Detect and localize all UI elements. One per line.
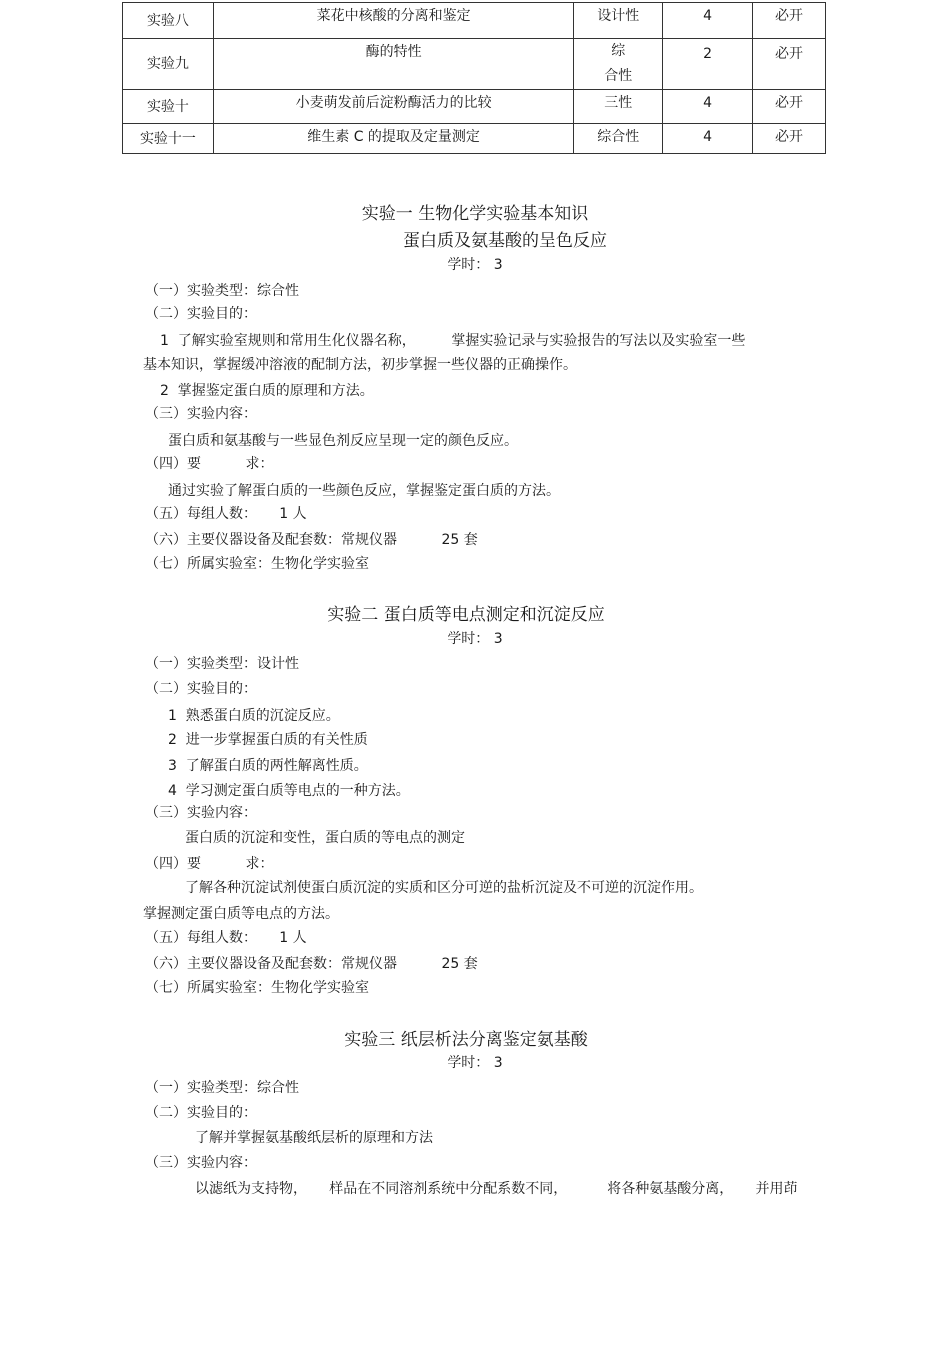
content-text: 以滤纸为支持物， 样品在不同溶剂系统中分配系数不同， 将各种氨基酸分离， 并用茚 — [195, 1181, 798, 1197]
requirement-text: 了解各种沉淀试剂使蛋白质沉淀的实质和区分可逆的盐析沉淀及不可逆的沉淀作用。 — [185, 880, 703, 896]
section-hours: 学时： 3 — [447, 257, 503, 273]
exp-type-line: （一）实验类型：设计性 — [145, 656, 299, 672]
purpose-text: 了解并掌握氨基酸纸层析的原理和方法 — [195, 1130, 433, 1146]
table-row — [123, 90, 826, 124]
experiment-table — [122, 2, 826, 154]
exp-name: 实验九 — [123, 39, 214, 90]
purpose-item: 2 掌握鉴定蛋白质的原理和方法。 — [160, 383, 374, 399]
exp-type: 三性 — [574, 90, 663, 124]
people-line: （五）每组人数： 1 人 — [145, 506, 307, 522]
exp-name: 实验十 — [123, 90, 214, 124]
exp-hours: 2 — [663, 39, 753, 90]
content-text: 蛋白质和氨基酸与一些显色剂反应呈现一定的颜色反应。 — [168, 433, 518, 449]
section-subtitle: 蛋白质及氨基酸的呈色反应 — [403, 231, 607, 251]
exp-type: 设计性 — [574, 3, 663, 39]
section-hours: 学时： 3 — [447, 1055, 503, 1071]
exp-req: 必开 — [753, 90, 826, 124]
requirement-heading: （四）要 求： — [145, 856, 274, 872]
table-row — [123, 124, 826, 154]
exp-req: 必开 — [753, 124, 826, 154]
exp-hours: 4 — [663, 90, 753, 124]
section-hours: 学时： 3 — [447, 631, 503, 647]
exp-type-line: （一）实验类型：综合性 — [145, 283, 299, 299]
section-title: 实验二 蛋白质等电点测定和沉淀反应 — [327, 605, 605, 625]
content-heading: （三）实验内容： — [145, 406, 257, 422]
exp-name: 实验十一 — [123, 124, 214, 154]
purpose-heading: （二）实验目的： — [145, 1105, 257, 1121]
exp-title: 维生素 C 的提取及定量测定 — [213, 124, 573, 154]
exp-type: 综合性 — [574, 124, 663, 154]
requirement-heading: （四）要 求： — [145, 456, 274, 472]
exp-type: 综 合性 — [574, 39, 663, 90]
section-title: 实验三 纸层析法分离鉴定氨基酸 — [344, 1030, 588, 1050]
exp-title: 酶的特性 — [213, 39, 573, 90]
exp-type-line: （一）实验类型：综合性 — [145, 1080, 299, 1096]
exp-req: 必开 — [753, 39, 826, 90]
content-text: 蛋白质的沉淀和变性，蛋白质的等电点的测定 — [185, 830, 465, 846]
requirement-text: 通过实验了解蛋白质的一些颜色反应，掌握鉴定蛋白质的方法。 — [168, 483, 560, 499]
requirement-text-cont: 掌握测定蛋白质等电点的方法。 — [143, 906, 339, 922]
purpose-heading: （二）实验目的： — [145, 306, 257, 322]
purpose-item: 4 学习测定蛋白质等电点的一种方法。 — [168, 783, 410, 799]
exp-req: 必开 — [753, 3, 826, 39]
equipment-line: （六）主要仪器设备及配套数：常规仪器 25 套 — [145, 956, 478, 972]
purpose-item: 2 进一步掌握蛋白质的有关性质 — [168, 732, 368, 748]
section-title: 实验一 生物化学实验基本知识 — [361, 204, 589, 224]
purpose-heading: （二）实验目的： — [145, 681, 257, 697]
exp-name: 实验八 — [123, 3, 214, 39]
purpose-item: 1 了解实验室规则和常用生化仪器名称， 掌握实验记录与实验报告的写法以及实验室一些 — [160, 333, 746, 349]
lab-line: （七）所属实验室：生物化学实验室 — [145, 556, 369, 572]
table-row — [123, 39, 826, 90]
exp-hours: 4 — [663, 3, 753, 39]
lab-line: （七）所属实验室：生物化学实验室 — [145, 980, 369, 996]
content-heading: （三）实验内容： — [145, 1155, 257, 1171]
exp-title: 菜花中核酸的分离和鉴定 — [213, 3, 573, 39]
people-line: （五）每组人数： 1 人 — [145, 930, 307, 946]
exp-title: 小麦萌发前后淀粉酶活力的比较 — [213, 90, 573, 124]
table-row — [123, 3, 826, 39]
purpose-item-cont: 基本知识，掌握缓冲溶液的配制方法，初步掌握一些仪器的正确操作。 — [143, 357, 577, 373]
purpose-item: 1 熟悉蛋白质的沉淀反应。 — [168, 708, 340, 724]
purpose-item: 3 了解蛋白质的两性解离性质。 — [168, 758, 368, 774]
content-heading: （三）实验内容： — [145, 805, 257, 821]
equipment-line: （六）主要仪器设备及配套数：常规仪器 25 套 — [145, 532, 478, 548]
exp-hours: 4 — [663, 124, 753, 154]
